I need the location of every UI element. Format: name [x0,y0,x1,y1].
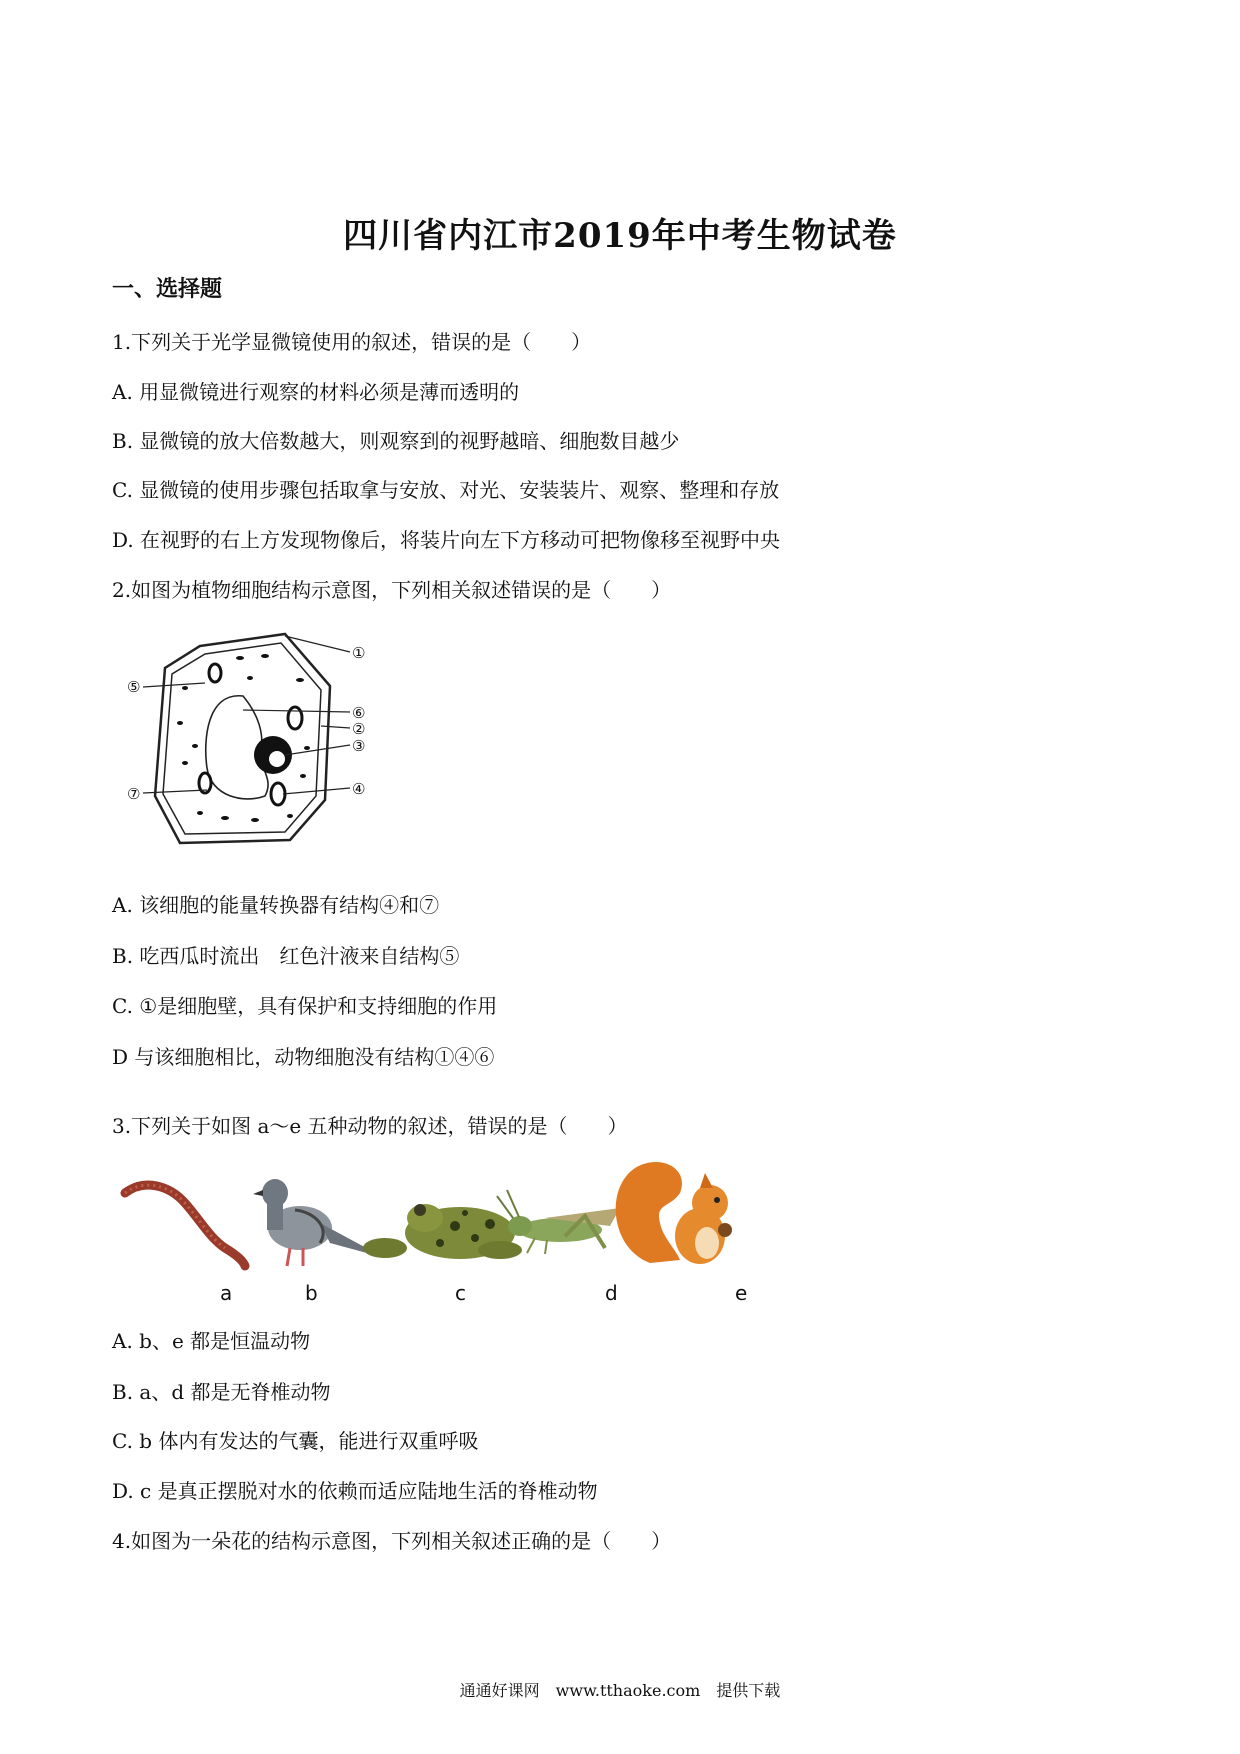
question-1-option-c: C. 显微镜的使用步骤包括取拿与安放、对光、安装装片、观察、整理和存放 [112,478,780,502]
animal-label-b: b [305,1281,318,1305]
animal-label-d: d [605,1281,618,1305]
cell-label-5: ⑤ [127,678,141,696]
animals-figure [115,1148,815,1308]
question-1-option-d: D. 在视野的右上方发现物像后，将装片向左下方移动可把物像移至视野中央 [112,528,781,552]
question-2-option-b: B. 吃西瓜时流出 红色汁液来自结构⑤ [112,944,460,968]
cell-label-6: ⑥ [352,704,366,722]
frog-image [363,1204,522,1259]
squirrel-image [616,1162,732,1264]
animal-label-e: e [735,1281,748,1305]
pigeon-image [253,1179,385,1266]
cell-label-7: ⑦ [127,785,141,803]
question-3-stem: 3.下列关于如图 a～e 五种动物的叙述，错误的是（ ） [112,1114,628,1138]
plant-cell-diagram [125,628,385,853]
question-4-stem: 4.如图为一朵花的结构示意图，下列相关叙述正确的是（ ） [112,1529,672,1553]
cell-label-1: ① [352,644,366,662]
animal-label-c: c [455,1281,466,1305]
page-footer: 通通好课网 www.tthaoke.com 提供下载 [459,1681,781,1700]
question-2-option-a: A. 该细胞的能量转换器有结构④和⑦ [112,893,440,917]
page-title: 四川省内江市2019年中考生物试卷 [343,216,897,256]
question-3-option-b: B. a、d 都是无脊椎动物 [112,1380,331,1404]
question-3-option-c: C. b 体内有发达的气囊，能进行双重呼吸 [112,1429,479,1453]
question-2-stem: 2.如图为植物细胞结构示意图，下列相关叙述错误的是（ ） [112,578,672,602]
question-3-option-a: A. b、e 都是恒温动物 [112,1329,311,1353]
cell-label-4: ④ [352,780,366,798]
cell-label-2: ② [352,720,366,738]
question-1-option-a: A. 用显微镜进行观察的材料必须是薄而透明的 [112,380,520,404]
question-2-option-c: C. ①是细胞壁，具有保护和支持细胞的作用 [112,994,498,1018]
cell-label-3: ③ [352,737,366,755]
question-1-option-b: B. 显微镜的放大倍数越大，则观察到的视野越暗、细胞数目越少 [112,429,680,453]
section-heading: 一、选择题 [112,276,223,302]
animal-label-a: a [220,1281,233,1305]
question-1-stem: 1.下列关于光学显微镜使用的叙述，错误的是（ ） [112,330,592,354]
question-2-option-d: D 与该细胞相比，动物细胞没有结构①④⑥ [112,1045,495,1069]
earthworm-image [125,1185,245,1266]
question-3-option-d: D. c 是真正摆脱对水的依赖而适应陆地生活的脊椎动物 [112,1479,598,1503]
